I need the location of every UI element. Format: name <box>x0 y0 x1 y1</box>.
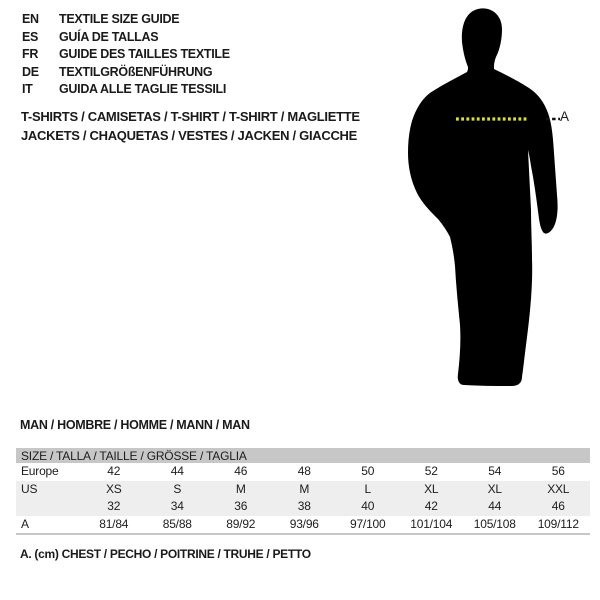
cell: M <box>235 481 246 496</box>
language-code: EN <box>22 12 39 26</box>
man-silhouette-figure <box>400 5 600 390</box>
cell: 44 <box>488 499 502 513</box>
table-row-chest-cm <box>16 516 590 535</box>
cell: 105/108 <box>473 516 516 531</box>
cell: S <box>173 481 182 496</box>
language-row <box>22 46 230 64</box>
cell: 34 <box>170 499 184 513</box>
cell: 46 <box>551 499 565 513</box>
cell: 93/96 <box>289 516 319 531</box>
cell: 46 <box>234 464 248 478</box>
cell: 54 <box>488 464 502 478</box>
cell: 42 <box>424 499 438 513</box>
row-label: A <box>21 516 29 531</box>
language-row <box>22 29 230 47</box>
cell: XL <box>424 481 439 496</box>
language-row <box>22 11 230 29</box>
cell: 50 <box>361 464 375 478</box>
language-code: IT <box>22 82 33 96</box>
table-row-europe <box>16 463 590 481</box>
cell: XXL <box>547 481 570 496</box>
language-list <box>22 11 230 99</box>
gender-heading: MAN / HOMBRE / HOMME / MANN / MAN <box>20 418 250 432</box>
language-row <box>22 81 230 99</box>
size-table-header-row <box>16 448 590 463</box>
product-line-tshirts: T-SHIRTS / CAMISETAS / T-SHIRT / T-SHIRT / MAGLIETTE <box>21 109 360 124</box>
cell: XL <box>487 481 502 496</box>
language-title: GUÍA DE TALLAS <box>59 29 159 44</box>
cell: 36 <box>234 499 248 513</box>
size-table-header: SIZE / TALLA / TAILLE / GRÖSSE / TAGLIA <box>21 448 247 463</box>
language-code: FR <box>22 47 39 61</box>
cell: 48 <box>297 464 311 478</box>
language-title: TEXTILGRÖßENFÜHRUNG <box>59 64 213 79</box>
row-label: US <box>21 481 38 496</box>
cell: 42 <box>107 464 121 478</box>
language-code: ES <box>22 29 39 44</box>
cell: M <box>299 481 310 496</box>
row-label <box>16 498 82 516</box>
cell: 101/104 <box>410 516 453 531</box>
table-row-us-letters <box>16 481 590 499</box>
cell: 85/88 <box>162 516 192 531</box>
language-title: GUIDE DES TAILLES TEXTILE <box>59 47 230 61</box>
cell: 89/92 <box>226 516 256 531</box>
man-silhouette <box>408 8 558 386</box>
cell: 109/112 <box>537 516 579 531</box>
size-table <box>16 448 590 535</box>
cell: 40 <box>361 499 375 513</box>
row-label: Europe <box>21 464 59 478</box>
product-line-jackets: JACKETS / CHAQUETAS / VESTES / JACKEN / GIACCHE <box>21 127 357 143</box>
cell: 81/84 <box>99 516 129 531</box>
cell: 97/100 <box>349 516 386 531</box>
language-title: GUIDA ALLE TAGLIE TESSILI <box>59 82 227 96</box>
language-code: DE <box>22 64 39 79</box>
language-title: TEXTILE SIZE GUIDE <box>59 12 180 26</box>
cell: 32 <box>107 499 121 513</box>
cell: 44 <box>170 464 184 478</box>
measure-label-a: A <box>560 109 569 124</box>
cell: XS <box>105 481 122 496</box>
cell: 38 <box>297 499 311 513</box>
language-row <box>22 64 230 82</box>
product-categories <box>21 108 360 145</box>
cell: 56 <box>551 464 565 478</box>
cell: 52 <box>424 464 438 478</box>
man-silhouette-svg <box>400 5 575 390</box>
cell: L <box>364 481 371 496</box>
table-row-us-numbers <box>16 498 590 516</box>
measurement-footnote: A. (cm) CHEST / PECHO / POITRINE / TRUHE / PETTO <box>20 547 311 561</box>
